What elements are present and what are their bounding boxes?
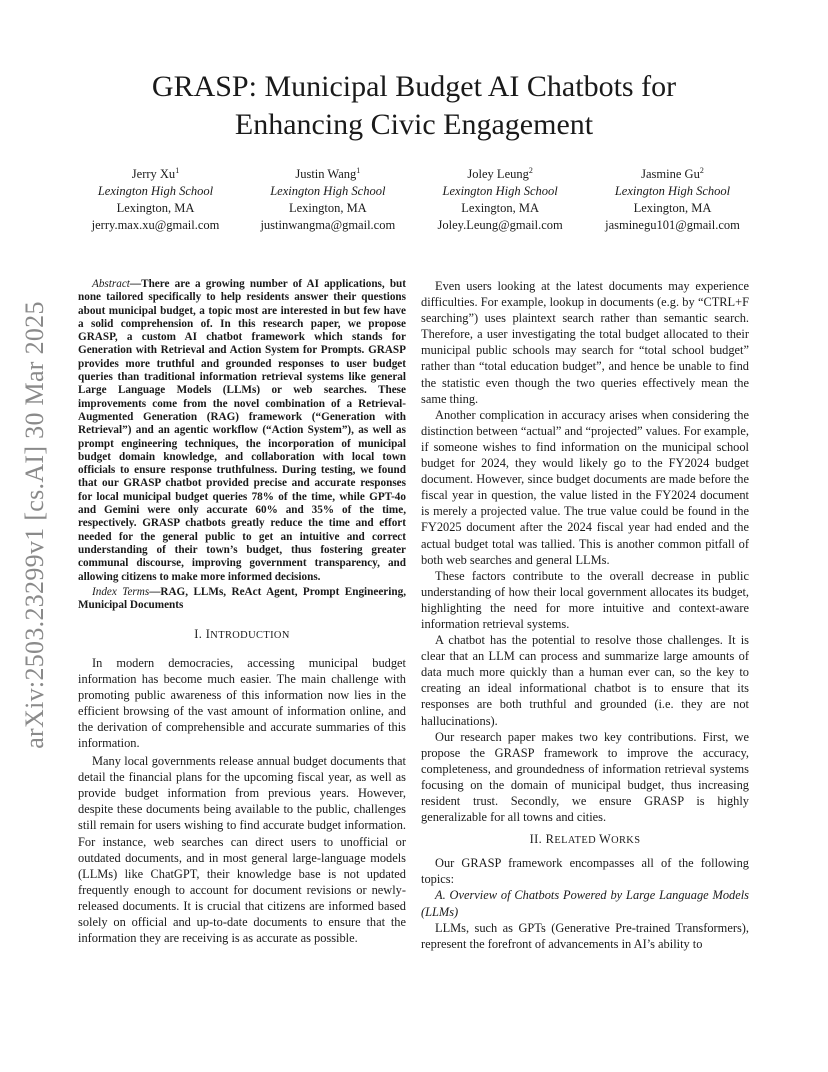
arxiv-identifier-text: arXiv:2503.23299v1 [cs.AI] 30 Mar 2025: [20, 301, 49, 749]
intro-paragraph-2: Many local governments release annual budget documents that detail the financial plans for the upcoming fiscal year, as well as provide budget information from previous years. However, despite these documents being available to the public, challenges still remain for users wishing to find accurate budget information. For instance, web searches can direct users to unofficial or outdated documents, and in most general large-language models (LLMs) like ChatGPT, their knowledge base is not updated frequently enough to account for document revisions or newly-released documents. It is crucial that citizens are informed based solely on official and up-to-date documents to ensure that the information they are receiving is as accurate as possible.: [78, 754, 406, 946]
author-name: Jerry Xu$^1$: [131, 166, 180, 182]
author-affiliation: Lexington High School: [614, 184, 731, 199]
author-location: Lexington, MA: [116, 201, 195, 216]
paper-title: [60, 68, 768, 144]
body-paragraph-4: A chatbot has the potential to resolve those challenges. It is clear that an LLM can process and summarize large amounts of data much more quickly than a human ever can, so the key to creating an ideal informational chatbot is to ensure that its responses are both truthful and grounded (i.e. they are not hallucinations).: [421, 633, 749, 728]
author-email: jerry.max.xu@gmail.com: [91, 218, 220, 233]
body-paragraph-2: Another complication in accuracy arises when considering the distinction between “actual” and “projected” values. For example, if someone wishes to find information on the municipal school budget for 2024, they would likely go to the FY2024 budget document. However, since budget documents are made before the fiscal year in question, the value listed in the FY2024 document is merely a projected value. The true value could be found in the FY2025 document after the 2024 fiscal year had ended and the actual budget total was tallied. This is another common pitfall of both web searches and general LLMs.: [421, 407, 749, 567]
author-email: Joley.Leung@gmail.com: [437, 218, 563, 233]
author-affiliation: Lexington High School: [442, 184, 558, 199]
body-paragraph-1: Even users looking at the latest documents may experience difficulties. For example, lookup in documents (e.g. by “CTRL+F searching”) uses plaintext search rather than semantic search. Therefore, a user investigating the total budget allocated to their municipal public schools may search for “total school budget” rather than “total education budget”, and hence be unable to find the statistic even though the two queries effectively mean the same thing.: [421, 279, 749, 406]
section-heading-related-works: II. RELATED WORKS: [529, 832, 641, 847]
author-3: [417, 162, 584, 234]
author-block: [72, 162, 756, 234]
author-affiliation: Lexington High School: [97, 184, 214, 199]
right-column: [421, 278, 749, 952]
author-email: justinwangma@gmail.com: [260, 218, 396, 233]
author-email: jasminegu101@gmail.com: [605, 218, 740, 233]
subsection-heading-a: A. Overview of Chatbots Powered by Large Language Models (LLMs): [421, 888, 749, 919]
author-1: [72, 162, 239, 234]
author-location: Lexington, MA: [461, 201, 540, 216]
index-terms: Index Terms—RAG, LLMs, ReAct Agent, Prompt Engineering, Municipal Documents: [78, 585, 406, 612]
author-affiliation: Lexington High School: [270, 184, 386, 199]
author-name: Joley Leung$^2$: [467, 166, 533, 182]
abstract: Abstract—There are a growing number of AI applications, but none tailored specifically to help residents answer their questions about municipal budget, a topic most are interested in but few have a solid comprehension of. In this research paper, we propose GRASP, a custom AI chatbot framework which stands for Generation with Retrieval and Action System for Prompts. GRASP provides more truthful and grounded responses to user budget queries than traditional information retrieval systems like general Large Language Models (LLMs) or web searches. These improvements come from the novel combination of a Retrieval-Augmented Generation (RAG) framework (“Generation with Retrieval”) and an agentic workflow (“Action System”), as well as prompt engineering techniques, the incorporation of municipal budget domain knowledge, and collaboration with local town officials to ensure response truthfulness. During testing, we found that our GRASP chatbot provided precise and accurate responses for local municipal budget queries 78% of the time, while GPT-4o and Gemini were only accurate 60% and 35% of the time, respectively. GRASP chatbots greatly reduce the time and effort needed for the general public to get an intuitive and correct understanding of their town’s budget, thus fostering greater communal discourse, improving government transparency, and allowing citizens to make more informed decisions.: [78, 278, 406, 583]
author-2: [244, 162, 411, 234]
author-name: Jasmine Gu$^2$: [641, 166, 704, 182]
intro-paragraph-1: In modern democracies, accessing municipal budget information has become much easier. The main challenge with promoting public awareness of this information now lies in the efficient browsing of the vast amount of information online, and the derivation of comprehensible and accurate summaries of this information.: [78, 655, 406, 750]
left-column: [78, 278, 406, 946]
body-paragraph-3: These factors contribute to the overall decrease in public understanding of how their local government allocates its budget, highlighting the need for more intuitive and context-aware information retrieval systems.: [421, 568, 749, 631]
section-heading-introduction: I. INTRODUCTION: [194, 627, 290, 642]
author-location: Lexington, MA: [633, 201, 712, 216]
body-paragraph-5: Our research paper makes two key contributions. First, we propose the GRASP framework to improve the accuracy, completeness, and groundedness of information retrieval systems focusing on the domain of municipal budget, thus increasing resident trust. Secondly, we ensure GRASP is highly generalizable for all towns and cities.: [421, 729, 749, 825]
related-paragraph: LLMs, such as GPTs (Generative Pre-trained Transformers), represent the forefront of advancements in AI’s ability to: [421, 920, 749, 951]
author-name: Justin Wang$^1$: [295, 166, 361, 182]
title-line-2: Enhancing Civic Engagement: [234, 108, 594, 141]
author-location: Lexington, MA: [288, 201, 367, 216]
arxiv-identifier: [14, 290, 56, 760]
author-4: [589, 162, 756, 234]
title-line-1: GRASP: Municipal Budget AI Chatbots for: [151, 70, 677, 103]
related-intro-paragraph: Our GRASP framework encompasses all of the following topics:: [421, 856, 749, 887]
